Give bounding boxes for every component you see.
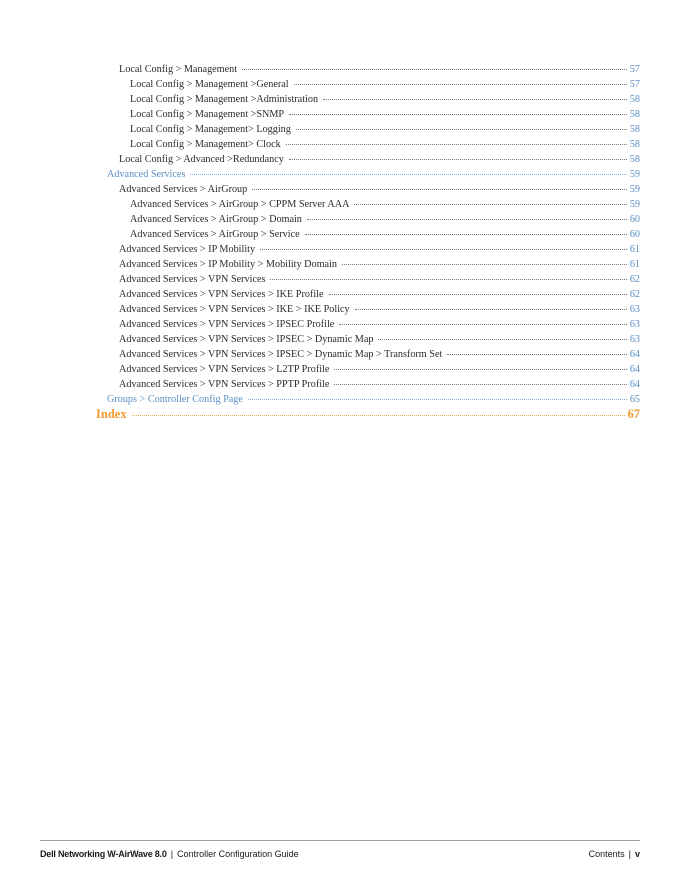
footer-section-separator: | <box>628 849 631 859</box>
toc-entry-page-number: 58 <box>629 154 640 165</box>
footer-separator: | <box>170 849 174 859</box>
toc-leader-dots <box>334 368 626 370</box>
toc-entry[interactable] <box>130 122 640 137</box>
toc-entry[interactable] <box>119 302 640 317</box>
toc-entry-page-number: 63 <box>629 304 640 315</box>
toc-entry-label: Local Config > Advanced >Redundancy <box>119 154 284 165</box>
toc-leader-dots <box>132 414 625 416</box>
toc-leader-dots <box>307 218 627 220</box>
toc-entry-label: Local Config > Management <box>119 64 238 75</box>
toc-leader-dots <box>252 188 627 190</box>
toc-leader-dots <box>339 323 627 325</box>
footer-doc-title: Controller Configuration Guide <box>177 849 299 859</box>
toc-entry[interactable] <box>130 212 640 227</box>
toc-entry[interactable] <box>130 92 640 107</box>
toc-entry[interactable] <box>119 332 640 347</box>
toc-entry-label: Advanced Services <box>107 169 186 180</box>
toc-entry-page-number: 64 <box>629 379 640 390</box>
toc-entry-page-number: 61 <box>629 259 640 270</box>
toc-entry[interactable] <box>107 167 640 182</box>
toc-entry-label: Local Config > Management >General <box>130 79 289 90</box>
toc-entry-page-number: 64 <box>629 349 640 360</box>
toc-entry[interactable] <box>119 347 640 362</box>
toc-entry-page-number: 58 <box>629 94 640 105</box>
toc-leader-dots <box>354 203 626 205</box>
toc-entry-page-number: 57 <box>629 64 640 75</box>
footer-section: Contents <box>588 849 625 859</box>
toc-entry-label: Advanced Services > VPN Services > PPTP Profile <box>119 379 330 390</box>
footer-right <box>589 849 640 859</box>
toc-entry-page-number: 58 <box>629 139 640 150</box>
toc-entry[interactable] <box>119 257 640 272</box>
toc-leader-dots <box>329 293 627 295</box>
toc-entry-label: Advanced Services > AirGroup <box>119 184 248 195</box>
toc-entry[interactable] <box>119 287 640 302</box>
toc-entry-page-number: 59 <box>629 184 640 195</box>
toc-entry[interactable] <box>130 77 640 92</box>
toc-entry[interactable] <box>130 227 640 242</box>
toc-entry[interactable] <box>96 406 640 423</box>
toc-entry-page-number: 62 <box>629 289 640 300</box>
page-footer <box>40 847 640 861</box>
toc-leader-dots <box>289 113 627 115</box>
toc-entry-label: Advanced Services > VPN Services > IKE Profile <box>119 289 324 300</box>
toc-entry-page-number: 64 <box>629 364 640 375</box>
toc-leader-dots <box>305 233 627 235</box>
toc-entry[interactable] <box>130 197 640 212</box>
toc-entry-page-number: 58 <box>629 109 640 120</box>
toc-entry-page-number: 58 <box>629 124 640 135</box>
toc-entry-label: Advanced Services > AirGroup > Domain <box>130 214 302 225</box>
toc-leader-dots <box>342 263 627 265</box>
toc-leader-dots <box>289 158 627 160</box>
toc-entry-label: Advanced Services > VPN Services > IPSEC Profile <box>119 319 335 330</box>
toc-leader-dots <box>248 398 627 400</box>
toc-entry[interactable] <box>130 137 640 152</box>
toc-entry-label: Index <box>96 407 127 421</box>
toc-entry[interactable] <box>119 152 640 167</box>
toc-entry-label: Advanced Services > IP Mobility <box>119 244 256 255</box>
toc-leader-dots <box>355 308 627 310</box>
toc-entry-page-number: 60 <box>629 214 640 225</box>
toc-leader-dots <box>378 338 626 340</box>
toc-leader-dots <box>260 248 627 250</box>
toc-entry-label: Advanced Services > AirGroup > Service <box>130 229 300 240</box>
toc-leader-dots <box>190 173 626 175</box>
toc-entry[interactable] <box>119 62 640 77</box>
toc-entry-label: Local Config > Management> Logging <box>130 124 291 135</box>
toc-entry-label: Local Config > Management >SNMP <box>130 109 285 120</box>
toc-leader-dots <box>294 83 627 85</box>
toc-entry-page-number: 60 <box>629 229 640 240</box>
toc-entry-label: Advanced Services > VPN Services <box>119 274 266 285</box>
toc-entry[interactable] <box>119 362 640 377</box>
toc-entry-label: Advanced Services > VPN Services > L2TP Profile <box>119 364 330 375</box>
toc-entry-label: Groups > Controller Config Page <box>107 394 243 405</box>
toc-entry-label: Advanced Services > IP Mobility > Mobility Domain <box>119 259 337 270</box>
toc-leader-dots <box>242 68 627 70</box>
toc-entry-label: Local Config > Management> Clock <box>130 139 281 150</box>
toc-entry[interactable] <box>119 242 640 257</box>
toc-entry-label: Advanced Services > VPN Services > IPSEC > Dynamic Map <box>119 334 374 345</box>
toc-entry-label: Advanced Services > VPN Services > IKE > IKE Policy <box>119 304 350 315</box>
toc-entry-page-number: 65 <box>629 394 640 405</box>
footer-page-number: v <box>634 849 640 859</box>
toc-entry[interactable] <box>119 377 640 392</box>
toc-entry-page-number: 63 <box>629 334 640 345</box>
toc-entry-page-number: 62 <box>629 274 640 285</box>
toc-leader-dots <box>296 128 627 130</box>
toc-entry-label: Advanced Services > VPN Services > IPSEC > Dynamic Map > Transform Set <box>119 349 443 360</box>
footer-left <box>40 849 299 859</box>
footer-divider <box>40 840 640 841</box>
footer-brand: Dell Networking W-AirWave 8.0 <box>40 849 167 859</box>
toc-entry-page-number: 61 <box>629 244 640 255</box>
toc-entry-page-number: 57 <box>629 79 640 90</box>
toc-entry-label: Advanced Services > AirGroup > CPPM Server AAA <box>130 199 350 210</box>
toc-entry[interactable] <box>119 182 640 197</box>
toc-leader-dots <box>334 383 626 385</box>
toc-leader-dots <box>286 143 627 145</box>
toc-entry[interactable] <box>119 317 640 332</box>
toc-leader-dots <box>270 278 626 280</box>
toc-entry[interactable] <box>130 107 640 122</box>
toc-entry[interactable] <box>119 272 640 287</box>
toc-entry-page-number: 63 <box>629 319 640 330</box>
toc-entry-page-number: 59 <box>629 199 640 210</box>
toc-leader-dots <box>447 353 627 355</box>
toc-entry-page-number: 59 <box>629 169 640 180</box>
toc-entry-label: Local Config > Management >Administration <box>130 94 319 105</box>
toc-leader-dots <box>323 98 627 100</box>
toc-entry-page-number: 67 <box>627 407 640 421</box>
toc-entry[interactable] <box>107 392 640 407</box>
